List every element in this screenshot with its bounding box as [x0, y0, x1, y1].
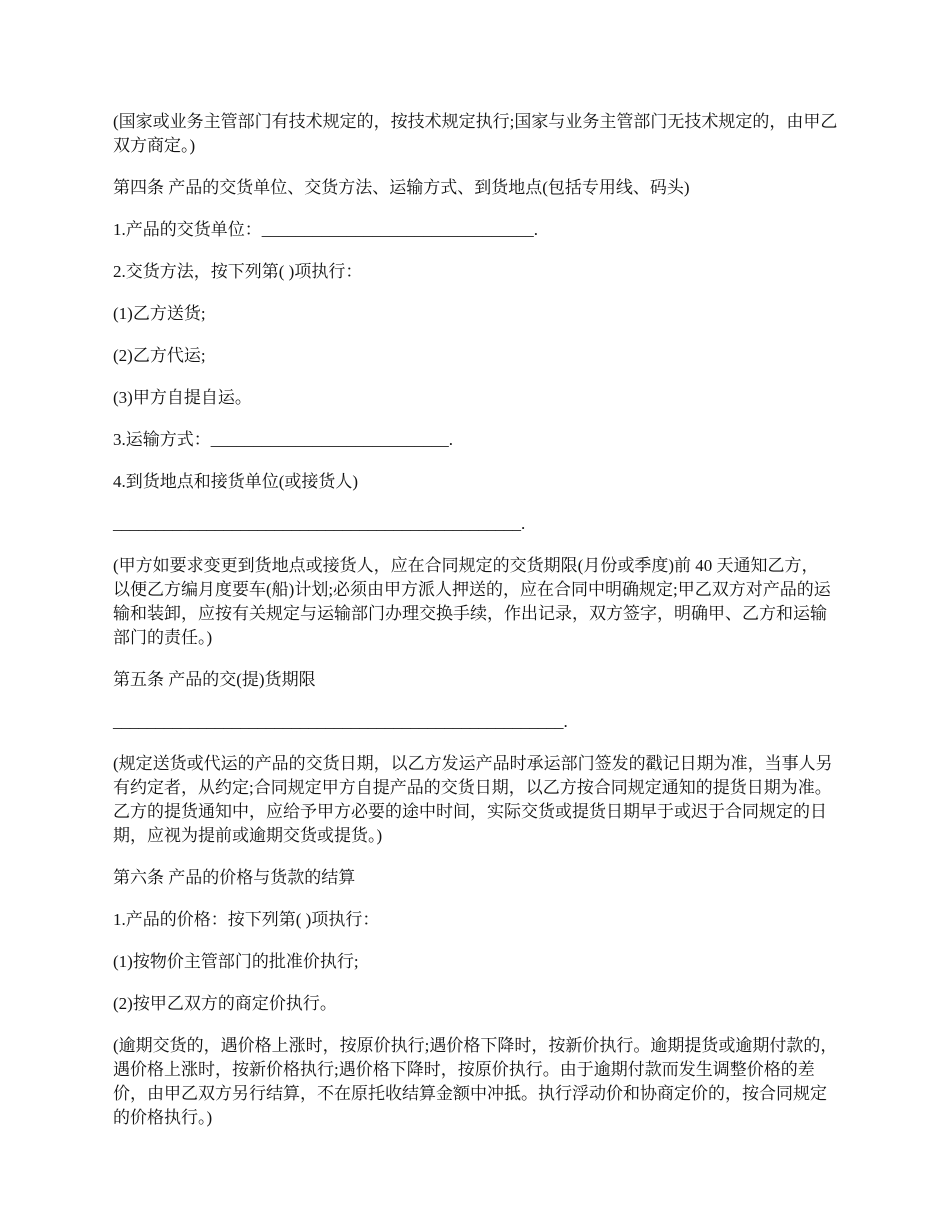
paragraph-price-adjustment-note: (逾期交货的，遇价格上涨时，按原价执行;遇价格下降时，按新价执行。逾期提货或逾期付款的，遇价格上涨时，按新价格执行;遇价格下降时，按原价执行。由于逾期付款而发生调整价格的差价，由甲乙双方另行结算，不在原托收结算金额中冲抵。执行浮动价和协商定价的，按合同规定的价格执行。) — [113, 1036, 838, 1127]
price-option-2: (2)按甲乙双方的商定价执行。 — [113, 994, 337, 1013]
delivery-option-1: (1)乙方送货; — [113, 304, 206, 323]
article-five-heading: 第五条 产品的交(提)货期限 — [113, 670, 316, 689]
document-page — [113, 110, 848, 1130]
paragraph-technical-standards-note: (国家或业务主管部门有技术规定的，按技术规定执行;国家与业务主管部门无技术规定的，由甲乙双方商定。) — [113, 112, 838, 155]
delivery-method-line: 2.交货方法，按下列第( )项执行： — [113, 262, 363, 281]
price-option-1: (1)按物价主管部门的批准价执行; — [113, 952, 359, 971]
article-four-heading: 第四条 产品的交货单位、交货方法、运输方式、到货地点(包括专用线、码头) — [113, 178, 690, 197]
delivery-option-3: (3)甲方自提自运。 — [113, 388, 252, 407]
delivery-unit-line: 1.产品的交货单位：________________________________. — [113, 220, 538, 239]
paragraph-delivery-date-note: (规定送货或代运的产品的交货日期，以乙方发运产品时承运部门签发的戳记日期为准，当事人另有约定者，从约定;合同规定甲方自提产品的交货日期，以乙方按合同规定通知的提货日期为准。乙方的提货通知中，应给予甲方必要的途中时间，实际交货或提货日期早于或迟于合同规定的日期，应视为提前或逾期交货或提货。) — [113, 754, 833, 845]
paragraph-change-destination-note: (甲方如要求变更到货地点或接货人，应在合同规定的交货期限(月份或季度)前 40 天通知乙方，以便乙方编月度要车(船)计划;必须由甲方派人押送的，应在合同中明确规定;甲乙双方对产品的运输和装卸，应按有关规定与运输部门办理交换手续，作出记录，双方签字，明确甲、乙方和运输部门的责任。) — [113, 556, 831, 647]
delivery-option-2: (2)乙方代运; — [113, 346, 206, 365]
transport-method-line: 3.运输方式：____________________________. — [113, 430, 453, 449]
price-method-line: 1.产品的价格：按下列第( )项执行： — [113, 910, 380, 929]
article-six-heading: 第六条 产品的价格与货款的结算 — [113, 868, 356, 887]
delivery-period-blank-line: _____________________________________________________. — [113, 712, 568, 731]
destination-blank-line: ________________________________________________. — [113, 514, 526, 533]
destination-consignee-line: 4.到货地点和接货单位(或接货人) — [113, 472, 359, 491]
